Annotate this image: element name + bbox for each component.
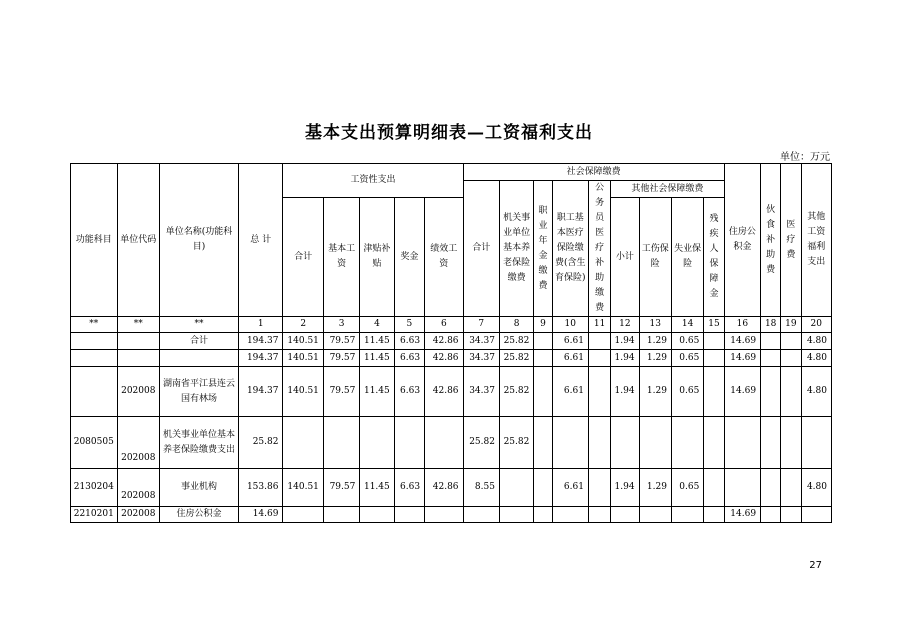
table-row — [71, 417, 832, 469]
header-unemployment-insurance: 失业保险 — [671, 198, 703, 317]
unit-code-cell: 202008 — [117, 417, 159, 469]
unit-name-cell: 合计 — [160, 333, 239, 350]
amount-cell: 42.86 — [425, 469, 463, 507]
amount-cell: 194.37 — [238, 333, 283, 350]
header-housing-fund: 住房公积金 — [724, 164, 760, 317]
header-bonus: 奖金 — [394, 198, 424, 317]
table-row — [71, 350, 832, 367]
amount-cell: 14.69 — [724, 333, 760, 350]
unit-name-cell — [160, 350, 239, 367]
amount-cell: 1.94 — [611, 333, 639, 350]
amount-cell — [704, 333, 724, 350]
amount-cell: 140.51 — [283, 469, 323, 507]
header-disabled-fund: 残疾人保障金 — [704, 198, 724, 317]
amount-cell — [704, 417, 724, 469]
header-performance-wage: 绩效工资 — [425, 198, 463, 317]
header-medical-fee: 医疗费 — [781, 164, 801, 317]
amount-cell — [588, 469, 610, 507]
column-index-cell: 19 — [781, 317, 801, 333]
amount-cell — [425, 507, 463, 523]
amount-cell: 42.86 — [425, 367, 463, 417]
header-medical-insurance: 职工基本医疗保险缴费(含生育保险) — [552, 181, 588, 317]
amount-cell: 6.63 — [394, 469, 424, 507]
amount-cell: 6.61 — [552, 367, 588, 417]
unit-name-cell: 住房公积金 — [160, 507, 239, 523]
header-meal-subsidy: 伙食补助费 — [761, 164, 781, 317]
amount-cell — [671, 417, 703, 469]
amount-cell — [781, 350, 801, 367]
amount-cell — [781, 507, 801, 523]
amount-cell: 1.29 — [639, 333, 671, 350]
header-total: 总 计 — [238, 164, 283, 317]
amount-cell — [283, 507, 323, 523]
amount-cell: 25.82 — [499, 350, 533, 367]
amount-cell: 1.29 — [639, 469, 671, 507]
amount-cell: 14.69 — [724, 507, 760, 523]
header-civil-medical: 公务员医疗补助缴费 — [588, 181, 610, 317]
amount-cell: 25.82 — [499, 367, 533, 417]
amount-cell: 14.69 — [724, 350, 760, 367]
column-index-cell: 10 — [552, 317, 588, 333]
column-index-cell: 9 — [534, 317, 552, 333]
amount-cell: 1.94 — [611, 469, 639, 507]
column-index-cell: 2 — [283, 317, 323, 333]
amount-cell — [639, 507, 671, 523]
amount-cell: 1.29 — [639, 367, 671, 417]
unit-code-cell: 202008 — [117, 469, 159, 507]
amount-cell — [781, 367, 801, 417]
amount-cell — [463, 507, 499, 523]
amount-cell — [671, 507, 703, 523]
column-index-cell: 13 — [639, 317, 671, 333]
amount-cell — [761, 469, 781, 507]
column-index-cell: 8 — [499, 317, 533, 333]
amount-cell: 79.57 — [323, 367, 359, 417]
unit-code-cell — [117, 333, 159, 350]
table-row — [71, 333, 832, 350]
amount-cell — [360, 507, 394, 523]
amount-cell: 6.63 — [394, 367, 424, 417]
amount-cell: 6.61 — [552, 333, 588, 350]
amount-cell: 153.86 — [238, 469, 283, 507]
amount-cell — [534, 507, 552, 523]
header-other-social-group: 其他社会保障缴费 — [611, 181, 724, 198]
amount-cell: 11.45 — [360, 367, 394, 417]
budget-table — [70, 163, 832, 523]
table-row — [71, 469, 832, 507]
amount-cell — [534, 417, 552, 469]
table-row — [71, 507, 832, 523]
amount-cell — [724, 469, 760, 507]
unit-name-cell: 湖南省平江县连云国有林场 — [160, 367, 239, 417]
unit-code-cell: 202008 — [117, 367, 159, 417]
amount-cell — [534, 367, 552, 417]
amount-cell: 8.55 — [463, 469, 499, 507]
amount-cell: 0.65 — [671, 367, 703, 417]
header-injury-insurance: 工伤保险 — [639, 198, 671, 317]
amount-cell: 11.45 — [360, 333, 394, 350]
amount-cell: 6.63 — [394, 350, 424, 367]
amount-cell: 42.86 — [425, 350, 463, 367]
func-code-cell — [71, 350, 118, 367]
amount-cell — [611, 417, 639, 469]
amount-cell — [283, 417, 323, 469]
amount-cell: 25.82 — [499, 333, 533, 350]
amount-cell: 140.51 — [283, 350, 323, 367]
amount-cell — [323, 507, 359, 523]
amount-cell — [588, 350, 610, 367]
amount-cell — [781, 333, 801, 350]
column-index-cell: 16 — [724, 317, 760, 333]
column-index-cell: 4 — [360, 317, 394, 333]
amount-cell — [801, 507, 831, 523]
amount-cell: 25.82 — [238, 417, 283, 469]
amount-cell — [425, 417, 463, 469]
func-code-cell: 2080505 — [71, 417, 118, 469]
amount-cell — [704, 507, 724, 523]
amount-cell: 6.61 — [552, 469, 588, 507]
amount-cell: 6.61 — [552, 350, 588, 367]
header-wage-total: 合计 — [283, 198, 323, 317]
column-index-cell: ** — [71, 317, 118, 333]
amount-cell — [588, 507, 610, 523]
amount-cell — [552, 417, 588, 469]
amount-cell — [499, 507, 533, 523]
header-social-group: 社会保障缴费 — [463, 164, 724, 181]
amount-cell: 79.57 — [323, 350, 359, 367]
func-code-cell — [71, 333, 118, 350]
column-index-cell: 6 — [425, 317, 463, 333]
header-wage-group: 工资性支出 — [283, 164, 463, 198]
unit-name-cell: 事业机构 — [160, 469, 239, 507]
header-other-welfare: 其他工资福利支出 — [801, 164, 831, 317]
unit-label: 单位：万元 — [780, 152, 830, 163]
amount-cell — [588, 367, 610, 417]
column-index-cell: 7 — [463, 317, 499, 333]
header-subtotal: 小计 — [611, 198, 639, 317]
amount-cell: 0.65 — [671, 350, 703, 367]
amount-cell — [761, 350, 781, 367]
header-unit-code: 单位代码 — [117, 164, 159, 317]
amount-cell: 6.63 — [394, 333, 424, 350]
column-index-cell: ** — [117, 317, 159, 333]
amount-cell — [588, 417, 610, 469]
amount-cell: 11.45 — [360, 469, 394, 507]
amount-cell: 194.37 — [238, 367, 283, 417]
unit-code-cell — [117, 350, 159, 367]
column-index-cell: 3 — [323, 317, 359, 333]
amount-cell: 25.82 — [499, 417, 533, 469]
amount-cell: 42.86 — [425, 333, 463, 350]
table-row — [71, 367, 832, 417]
column-index-cell: 12 — [611, 317, 639, 333]
amount-cell — [588, 333, 610, 350]
amount-cell — [394, 507, 424, 523]
amount-cell: 4.80 — [801, 469, 831, 507]
column-index-cell: 15 — [704, 317, 724, 333]
amount-cell — [534, 333, 552, 350]
amount-cell — [761, 507, 781, 523]
amount-cell — [360, 417, 394, 469]
page-title: 基本支出预算明细表—工资福利支出 — [305, 123, 593, 143]
amount-cell — [499, 469, 533, 507]
func-code-cell: 2130204 — [71, 469, 118, 507]
amount-cell — [761, 417, 781, 469]
amount-cell — [704, 469, 724, 507]
column-index-cell: 1 — [238, 317, 283, 333]
amount-cell: 79.57 — [323, 469, 359, 507]
unit-name-cell: 机关事业单位基本养老保险缴费支出 — [160, 417, 239, 469]
amount-cell — [724, 417, 760, 469]
amount-cell: 25.82 — [463, 417, 499, 469]
amount-cell — [323, 417, 359, 469]
amount-cell: 34.37 — [463, 333, 499, 350]
column-index-cell: 5 — [394, 317, 424, 333]
amount-cell: 140.51 — [283, 333, 323, 350]
header-basic-wage: 基本工资 — [323, 198, 359, 317]
amount-cell — [394, 417, 424, 469]
column-index-cell: 14 — [671, 317, 703, 333]
amount-cell: 1.94 — [611, 367, 639, 417]
amount-cell: 1.29 — [639, 350, 671, 367]
amount-cell: 4.80 — [801, 367, 831, 417]
amount-cell: 140.51 — [283, 367, 323, 417]
amount-cell: 14.69 — [238, 507, 283, 523]
amount-cell: 4.80 — [801, 350, 831, 367]
amount-cell — [704, 367, 724, 417]
amount-cell — [534, 469, 552, 507]
amount-cell — [761, 367, 781, 417]
header-social-total: 合计 — [463, 181, 499, 317]
column-index-cell: ** — [160, 317, 239, 333]
amount-cell — [801, 417, 831, 469]
amount-cell — [781, 469, 801, 507]
amount-cell — [611, 507, 639, 523]
column-index-cell: 20 — [801, 317, 831, 333]
amount-cell: 1.94 — [611, 350, 639, 367]
amount-cell: 0.65 — [671, 469, 703, 507]
amount-cell — [639, 417, 671, 469]
amount-cell — [761, 333, 781, 350]
amount-cell — [781, 417, 801, 469]
header-unit-name: 单位名称(功能科目) — [160, 164, 239, 317]
header-annuity: 职业年金缴费 — [534, 181, 552, 317]
amount-cell — [534, 350, 552, 367]
column-index-cell: 11 — [588, 317, 610, 333]
amount-cell: 79.57 — [323, 333, 359, 350]
amount-cell — [704, 350, 724, 367]
column-index-row — [71, 317, 832, 333]
header-allowance: 津贴补贴 — [360, 198, 394, 317]
amount-cell: 11.45 — [360, 350, 394, 367]
func-code-cell — [71, 367, 118, 417]
unit-code-cell: 202008 — [117, 507, 159, 523]
header-func-subject: 功能科目 — [71, 164, 118, 317]
amount-cell: 4.80 — [801, 333, 831, 350]
amount-cell: 0.65 — [671, 333, 703, 350]
amount-cell: 194.37 — [238, 350, 283, 367]
func-code-cell: 2210201 — [71, 507, 118, 523]
amount-cell: 34.37 — [463, 367, 499, 417]
amount-cell: 34.37 — [463, 350, 499, 367]
column-index-cell: 18 — [761, 317, 781, 333]
page-number: 27 — [809, 560, 822, 571]
amount-cell — [552, 507, 588, 523]
header-pension: 机关事业单位基本养老保险缴费 — [499, 181, 533, 317]
amount-cell: 14.69 — [724, 367, 760, 417]
